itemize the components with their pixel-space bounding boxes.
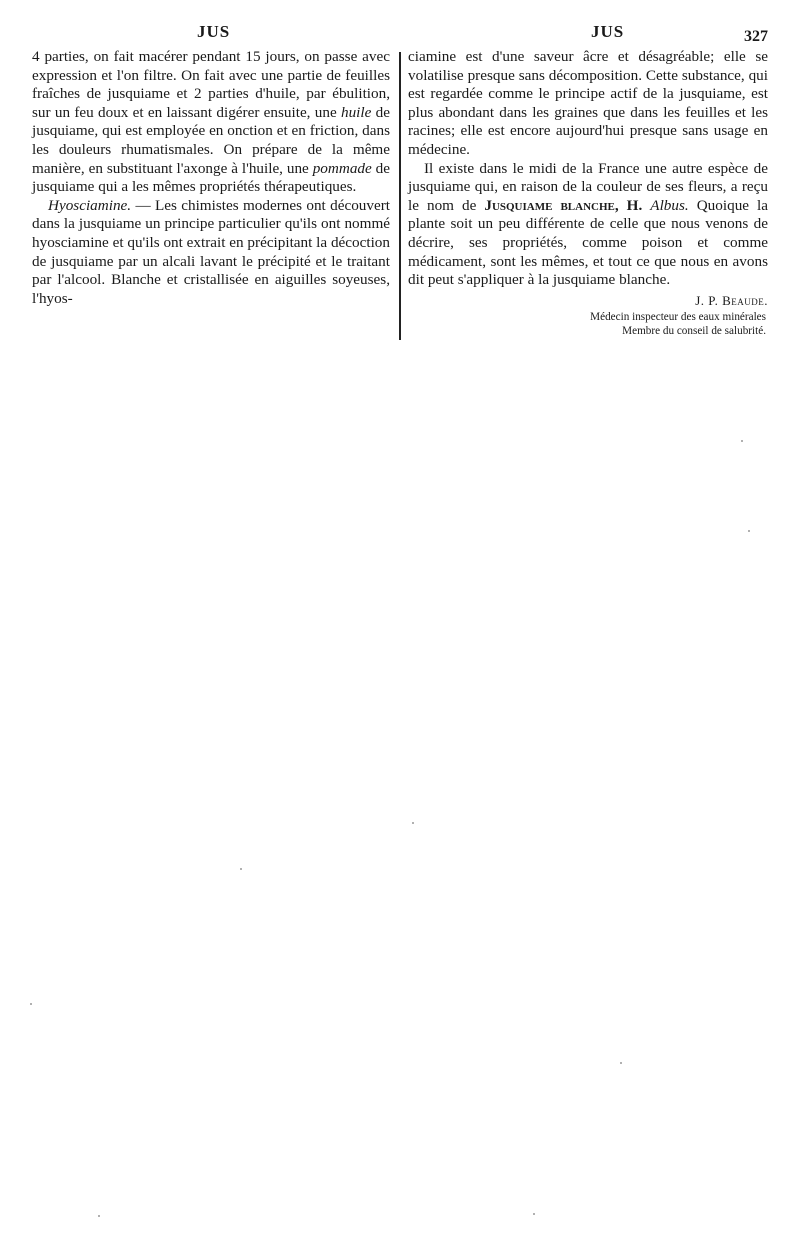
speck [240, 868, 242, 870]
term-jusquiame-blanche: Jusquiame blanche, H. [484, 196, 643, 214]
author-affiliation: Médecin inspecteur des eaux minérales Membre du conseil de salubrité. [590, 311, 766, 338]
paragraph-jusquiame-blanche: Il existe dans le midi de la France une autre espèce de jusquiame qui, en raison de la couleur de ses fleurs, a reçu le nom de Jusquiame blanche, H. Albus. Quoique la plante soit un peu différente de celle que nous venons de décrire, ses propriétés, comme poison et comme médicament, sont les mêmes, et tout ce que nous en avons dit peut s'appliquer à la jusquiame blanche. [408, 159, 768, 289]
paragraph-hyosciamine: Hyosciamine. — Les chimistes modernes ont découvert dans la jusquiame un principe particulier qu'ils ont nommé hyosciamine et qu'ils ont extrait en précipitant la décoction de jusquiame par un alcali lavant le précipité et le traitant par l'alcool. Blanche et cristallisée en aiguilles soyeuses, l'hyos- [32, 196, 390, 307]
right-column [408, 48, 768, 338]
speck [98, 1215, 100, 1217]
running-head-left: JUS [197, 22, 231, 41]
paragraph-preparations: 4 parties, on fait macérer pendant 15 jours, on passe avec expression et l'on filtre. On fait avec une partie de feuilles fraîches de jusquiame et 2 parties d'huile, par ébulition, sur un feu doux et en laissant digérer ensuite, une huile de jusquiame, qui est employée en onction et en friction, dans les douleurs rhumatismales. On prépare de la même manière, en substituant l'axonge à l'huile, une pommade de jusquiame qui a les mêmes propriétés thérapeutiques. [32, 48, 390, 196]
speck [30, 1003, 32, 1005]
term-hyosciamine: Hyosciamine. [48, 196, 132, 214]
term-pommade: pommade [312, 159, 372, 177]
page-number: 327 [744, 28, 768, 45]
running-head-right: JUS [591, 22, 625, 41]
term-huile: huile [340, 103, 372, 121]
term-albus: Albus. [650, 196, 689, 214]
speck [533, 1213, 535, 1215]
speck [741, 440, 743, 442]
left-column [32, 48, 390, 308]
speck [412, 822, 414, 824]
column-divider [399, 52, 401, 340]
speck [748, 530, 750, 532]
author-signature: J. P. Beaude. [695, 292, 768, 308]
speck [620, 1062, 622, 1064]
paragraph-hyosciamine-continued: ciamine est d'une saveur âcre et désagréable; elle se volatilise presque sans décomposition. Cette substance, qui est regardée comme le principe actif de la jusquiame, est plus abondant dans les graines que dans les feuilles et les racines; elle est encore aujourd'hui presque sans usage en médecine. [408, 48, 768, 158]
